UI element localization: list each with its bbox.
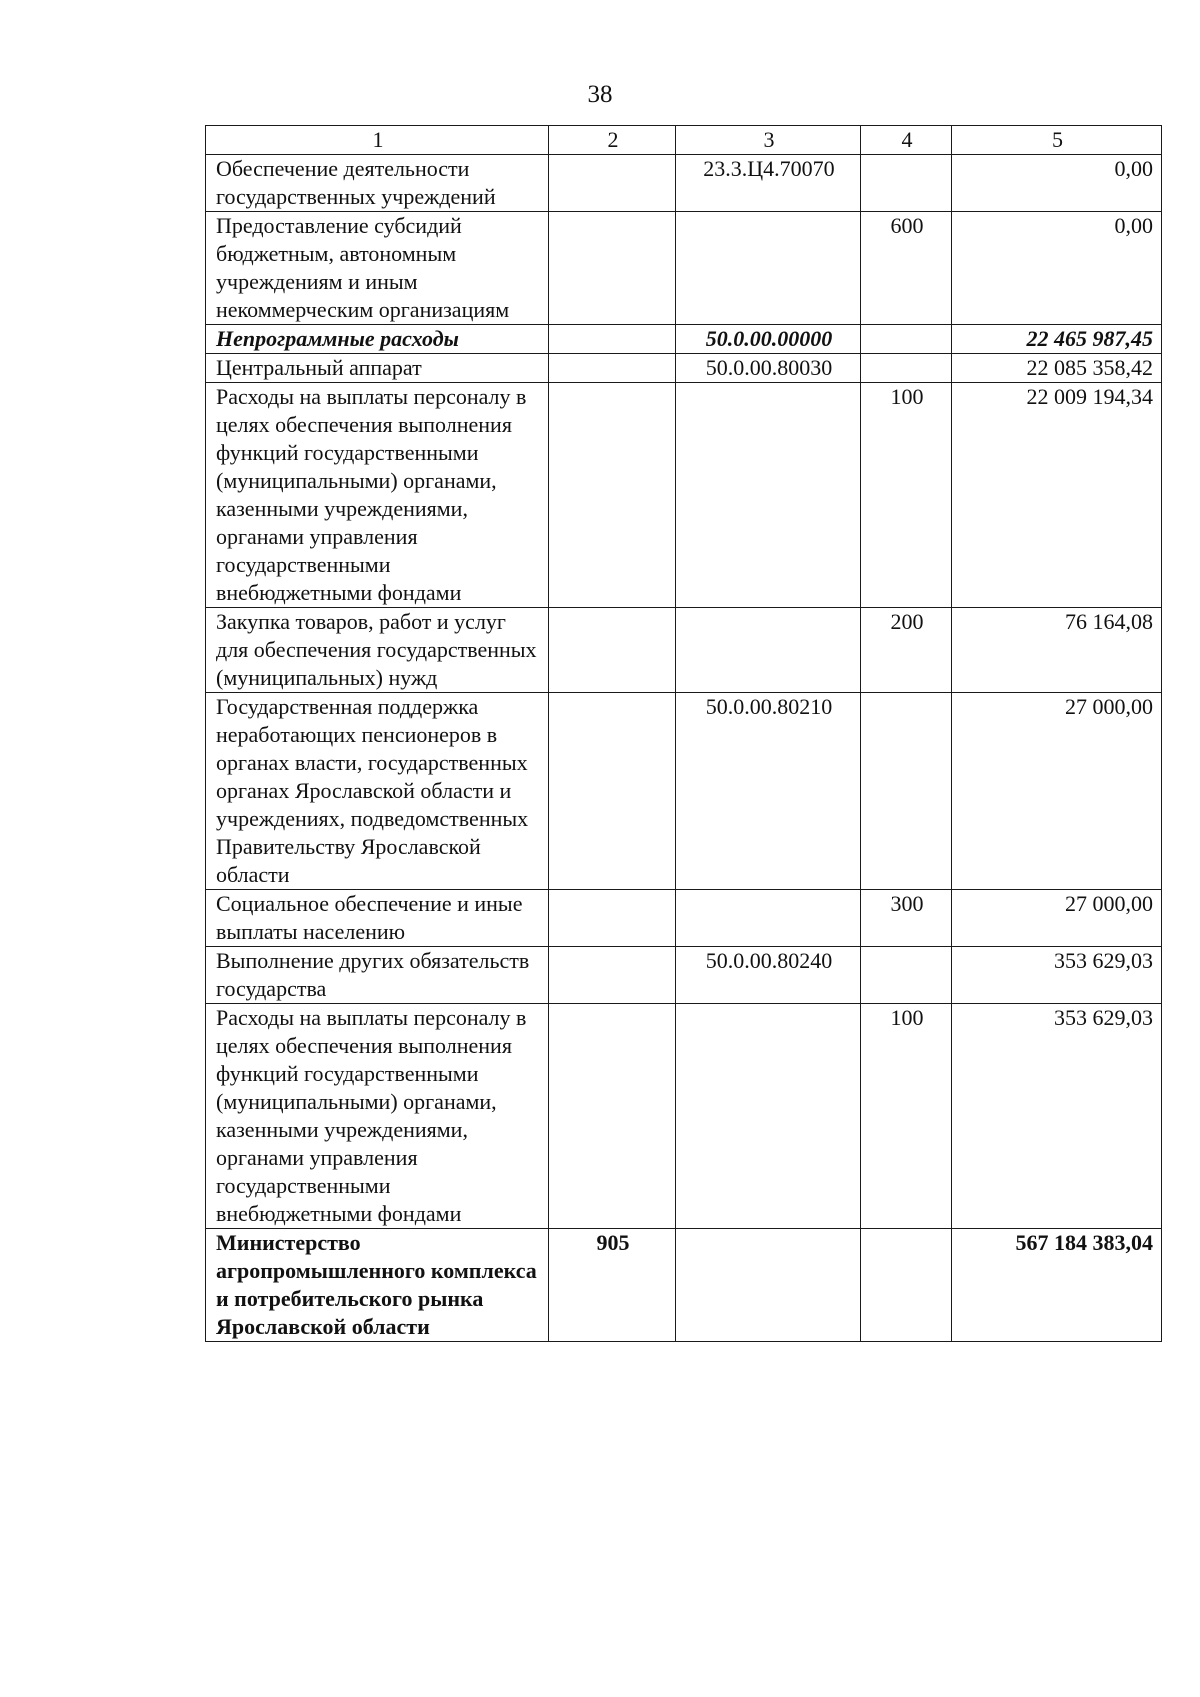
row-type-cell	[861, 947, 952, 1004]
row-code-cell: 50.0.00.80210	[676, 693, 861, 890]
row-dept-cell	[549, 383, 676, 608]
header-col-5: 5	[952, 126, 1162, 155]
row-type-cell: 100	[861, 1004, 952, 1229]
header-col-4: 4	[861, 126, 952, 155]
row-name-cell: Министерство агропромышленного комплекса и потребительского рынка Ярославской области	[206, 1229, 549, 1342]
row-type-cell: 100	[861, 383, 952, 608]
row-code-cell: 23.3.Ц4.70070	[676, 155, 861, 212]
row-dept-cell	[549, 212, 676, 325]
row-sum-cell: 76 164,08	[952, 608, 1162, 693]
row-dept-cell	[549, 947, 676, 1004]
row-name-cell: Непрограммные расходы	[206, 325, 549, 354]
row-sum-cell: 22 085 358,42	[952, 354, 1162, 383]
row-name-cell: Расходы на выплаты персоналу в целях обеспечения выполнения функций государственными (муниципальными) органами, казенными учреждениями, органами управления государственными внебюджетными фондами	[206, 383, 549, 608]
row-dept-cell	[549, 890, 676, 947]
row-code-cell	[676, 1004, 861, 1229]
row-dept-cell	[549, 354, 676, 383]
row-sum-cell: 353 629,03	[952, 1004, 1162, 1229]
table-row	[206, 947, 1162, 1004]
row-dept-cell: 905	[549, 1229, 676, 1342]
row-type-cell	[861, 155, 952, 212]
table-row	[206, 1229, 1162, 1342]
table-row	[206, 608, 1162, 693]
row-name-cell: Обеспечение деятельности государственных учреждений	[206, 155, 549, 212]
row-sum-cell: 567 184 383,04	[952, 1229, 1162, 1342]
row-name-cell: Расходы на выплаты персоналу в целях обеспечения выполнения функций государственными (муниципальными) органами, казенными учреждениями, органами управления государственными внебюджетными фондами	[206, 1004, 549, 1229]
header-col-3: 3	[676, 126, 861, 155]
table-row	[206, 890, 1162, 947]
row-type-cell	[861, 354, 952, 383]
row-code-cell	[676, 212, 861, 325]
row-code-cell	[676, 608, 861, 693]
row-type-cell: 600	[861, 212, 952, 325]
row-sum-cell: 27 000,00	[952, 693, 1162, 890]
header-col-2: 2	[549, 126, 676, 155]
row-type-cell	[861, 325, 952, 354]
row-sum-cell: 353 629,03	[952, 947, 1162, 1004]
table-row	[206, 354, 1162, 383]
table-row	[206, 693, 1162, 890]
table-row	[206, 325, 1162, 354]
row-type-cell	[861, 693, 952, 890]
row-name-cell: Выполнение других обязательств государства	[206, 947, 549, 1004]
header-col-1: 1	[206, 126, 549, 155]
table-row	[206, 155, 1162, 212]
row-sum-cell: 0,00	[952, 155, 1162, 212]
row-dept-cell	[549, 608, 676, 693]
row-name-cell: Предоставление субсидий бюджетным, автономным учреждениям и иным некоммерческим организациям	[206, 212, 549, 325]
table-row	[206, 212, 1162, 325]
row-sum-cell: 22 465 987,45	[952, 325, 1162, 354]
row-sum-cell: 27 000,00	[952, 890, 1162, 947]
row-code-cell	[676, 383, 861, 608]
page-number: 38	[587, 81, 613, 108]
table-row	[206, 1004, 1162, 1229]
row-name-cell: Закупка товаров, работ и услуг для обеспечения государственных (муниципальных) нужд	[206, 608, 549, 693]
row-dept-cell	[549, 1004, 676, 1229]
table-header-row	[206, 126, 1162, 155]
row-code-cell: 50.0.00.80240	[676, 947, 861, 1004]
row-dept-cell	[549, 693, 676, 890]
row-name-cell: Государственная поддержка неработающих пенсионеров в органах власти, государственных органах Ярославской области и учреждениях, подведомственных Правительству Ярославской области	[206, 693, 549, 890]
row-name-cell: Центральный аппарат	[206, 354, 549, 383]
row-code-cell	[676, 890, 861, 947]
row-code-cell: 50.0.00.80030	[676, 354, 861, 383]
row-dept-cell	[549, 155, 676, 212]
row-dept-cell	[549, 325, 676, 354]
row-sum-cell: 22 009 194,34	[952, 383, 1162, 608]
budget-table	[205, 125, 1162, 1342]
row-name-cell: Социальное обеспечение и иные выплаты населению	[206, 890, 549, 947]
row-code-cell: 50.0.00.00000	[676, 325, 861, 354]
row-type-cell	[861, 1229, 952, 1342]
row-code-cell	[676, 1229, 861, 1342]
table-row	[206, 383, 1162, 608]
row-type-cell: 200	[861, 608, 952, 693]
row-sum-cell: 0,00	[952, 212, 1162, 325]
row-type-cell: 300	[861, 890, 952, 947]
